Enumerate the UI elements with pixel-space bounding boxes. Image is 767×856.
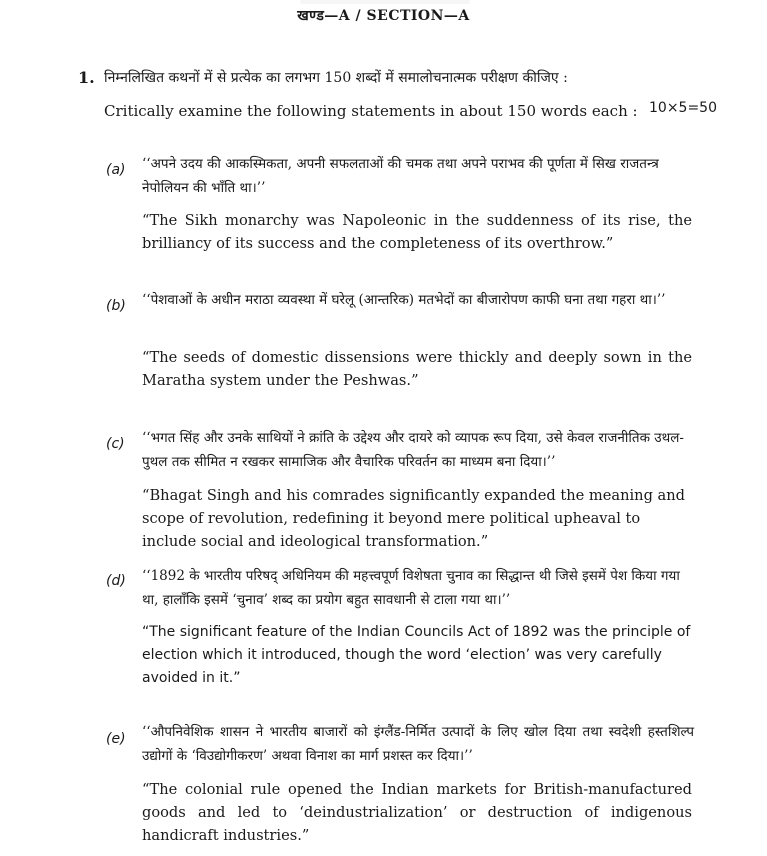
item-label-d: (d) (106, 573, 126, 589)
question-instruction-english: Critically examine the following statements in about 150 words each : (104, 102, 638, 120)
item-hindi-b: ‘‘पेशवाओं के अधीन मराठा व्यवस्था में घरेलू (आन्तरिक) मतभेदों का बीजारोपण काफी घना तथा गहरा था।’’ (142, 292, 666, 308)
item-label-e: (e) (106, 731, 126, 747)
item-english-b: “The seeds of domestic dissensions were thickly and deeply sown in the Maratha system under the Peshwas.” (142, 349, 692, 389)
question-instruction-hindi: निम्नलिखित कथनों में से प्रत्येक का लगभग 150 शब्दों में समालोचनात्मक परीक्षण कीजिए : (104, 70, 568, 86)
show-through-smudge (300, 0, 470, 4)
item-label-b: (b) (106, 298, 126, 314)
item-hindi-d: ‘‘1892 के भारतीय परिषद् अधिनियम की महत्त्वपूर्ण विशेषता चुनाव का सिद्धान्त थी जिसे इसमें पेश किया गया था, हालाँकि इसमें ‘चुनाव’ शब्द का प्रयोग बहुत सावधानी से टाला गया था।’’ (142, 568, 680, 608)
item-label-a: (a) (106, 162, 126, 178)
item-hindi-e: ‘‘औपनिवेशिक शासन ने भारतीय बाजारों को इंग्लैंड-निर्मित उत्पादों के लिए खोल दिया तथा स्वदेशी हस्तशिल्प उद्योगों के ‘विउद्योगीकरण’ अथवा विनाश का मार्ग प्रशस्त कर दिया।’’ (142, 724, 694, 764)
item-english-e: “The colonial rule opened the Indian markets for British-manufactured goods and led to ‘deindustrialization’ or destruction of indigenous handicraft industries.” (142, 781, 692, 844)
item-english-c: “Bhagat Singh and his comrades significantly expanded the meaning and scope of revolution, redefining it beyond mere political upheaval to include social and ideological transformation.” (142, 487, 685, 550)
item-hindi-c: ‘‘भगत सिंह और उनके साथियों ने क्रांति के उद्देश्य और दायरे को व्यापक रूप दिया, उसे केवल राजनीतिक उथल-पुथल तक सीमित न रखकर सामाजिक और वैचारिक परिवर्तन का माध्यम बना दिया।’’ (142, 430, 684, 470)
item-english-d: “The significant feature of the Indian Councils Act of 1892 was the principle of election which it introduced, though the word ‘election’ was very carefully avoided in it.” (142, 624, 691, 686)
question-number: 1. (78, 68, 95, 87)
item-english-a: “The Sikh monarchy was Napoleonic in the suddenness of its rise, the brilliancy of its success and the completeness of its overthrow.” (142, 212, 692, 252)
question-marks: 10×5=50 (649, 100, 717, 116)
item-label-c: (c) (106, 436, 125, 452)
section-heading: खण्ड—A / SECTION—A (297, 8, 470, 24)
item-hindi-a: ‘‘अपने उदय की आकस्मिकता, अपनी सफलताओं की चमक तथा अपने पराभव की पूर्णता में सिख राजतन्त्र नेपोलियन की भाँति था।’’ (142, 156, 659, 196)
